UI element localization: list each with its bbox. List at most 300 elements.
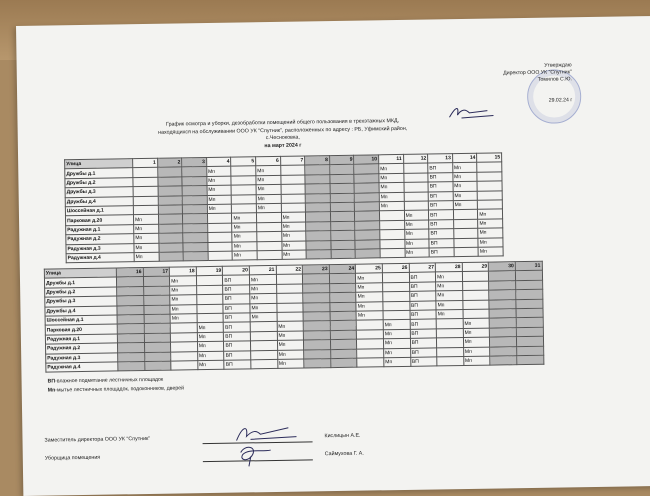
schedule-cell	[183, 251, 208, 261]
schedule-cell	[182, 167, 207, 177]
schedule-cell	[208, 251, 233, 261]
schedule-cell: ВП	[428, 163, 453, 173]
schedule-cell	[257, 231, 282, 241]
schedule-cell: ВП	[428, 191, 453, 201]
schedule-cell	[158, 186, 183, 196]
schedule-cell: Мп	[170, 314, 197, 324]
schedule-cell	[303, 302, 330, 312]
street-name: Радужная д.1	[66, 224, 134, 234]
day-header: 20	[223, 266, 250, 276]
schedule-cell: Мп	[453, 172, 478, 182]
schedule-cell: Мп	[356, 292, 383, 302]
day-header: 5	[231, 157, 256, 167]
schedule-cell	[277, 312, 304, 322]
schedule-table-days-16-31	[44, 261, 544, 373]
day-header: 14	[452, 153, 477, 163]
day-header: 10	[354, 155, 379, 165]
schedule-cell: Мп	[277, 340, 304, 350]
schedule-cell	[143, 305, 170, 315]
schedule-cell: Мп	[277, 350, 304, 360]
day-header: 21	[249, 265, 276, 275]
schedule-cell: ВП	[410, 357, 437, 367]
street-name: Радужная д.3	[46, 352, 118, 363]
schedule-cell: ВП	[410, 329, 437, 339]
deputy-name: Кислицын А.Е.	[324, 432, 361, 440]
schedule-cell	[355, 202, 380, 212]
schedule-cell	[144, 361, 171, 371]
schedule-cell	[305, 174, 330, 184]
street-name: Шоссейная д.1	[45, 315, 117, 326]
schedule-cell: ВП	[224, 332, 251, 342]
schedule-cell: ВП	[428, 201, 453, 211]
schedule-cell: Мп	[170, 285, 197, 295]
schedule-cell: Мп	[277, 321, 304, 331]
day-header: 27	[409, 263, 436, 273]
schedule-cell: Мп	[436, 309, 463, 319]
schedule-cell	[355, 230, 380, 240]
schedule-cell	[489, 271, 516, 281]
schedule-cell	[117, 305, 144, 315]
schedule-cell	[331, 230, 356, 240]
schedule-cell: Мп	[436, 272, 463, 282]
schedule-cell	[183, 242, 208, 252]
schedule-cell	[182, 186, 207, 196]
schedule-cell	[170, 323, 197, 333]
schedule-cell	[516, 336, 543, 346]
schedule-cell	[330, 174, 355, 184]
schedule-cell	[380, 239, 405, 249]
cleaner-signature	[231, 442, 281, 469]
day-header: 28	[435, 263, 462, 273]
schedule-cell	[143, 277, 170, 287]
schedule-cell	[251, 359, 278, 369]
schedule-cell	[117, 286, 144, 296]
schedule-cell	[436, 319, 463, 329]
schedule-cell	[477, 172, 502, 182]
schedule-cell	[208, 232, 233, 242]
schedule-cell: Мп	[249, 275, 276, 285]
schedule-cell	[231, 176, 256, 186]
schedule-cell	[477, 162, 502, 172]
schedule-cell	[354, 174, 379, 184]
schedule-cell	[171, 332, 198, 342]
schedule-cell: ВП	[409, 272, 436, 282]
day-header: 18	[169, 267, 196, 277]
schedule-cell	[231, 166, 256, 176]
schedule-cell	[404, 182, 429, 192]
schedule-cell	[380, 248, 405, 258]
schedule-cell	[403, 173, 428, 183]
schedule-cell: Мп	[134, 252, 159, 262]
street-name: Радужная д.4	[46, 362, 118, 373]
schedule-cell	[117, 296, 144, 306]
schedule-cell	[331, 358, 358, 368]
schedule-cell: ВП	[223, 275, 250, 285]
schedule-cell	[404, 192, 429, 202]
day-header: 16	[116, 268, 143, 278]
schedule-cell: Мп	[404, 229, 429, 239]
schedule-cell	[197, 313, 224, 323]
street-name: Шоссейная д.1	[65, 206, 133, 216]
schedule-cell	[489, 280, 516, 290]
schedule-cell	[329, 283, 356, 293]
schedule-cell: ВП	[223, 303, 250, 313]
schedule-cell: Мп	[356, 311, 383, 321]
schedule-cell	[133, 168, 158, 178]
schedule-cell	[158, 233, 183, 243]
schedule-cell: Мп	[453, 181, 478, 191]
legend-vp-text: -влажное подметание лестничных площадок	[55, 376, 164, 385]
title-month: на март 2024 г	[264, 142, 302, 149]
legend	[48, 375, 185, 395]
schedule-cell: Мп	[463, 328, 490, 338]
schedule-cell: ВП	[224, 350, 251, 360]
schedule-cell	[382, 273, 409, 283]
director-signature	[447, 102, 497, 123]
schedule-cell	[251, 350, 278, 360]
schedule-cell: Мп	[281, 231, 306, 241]
schedule-cell	[117, 343, 144, 353]
schedule-cell: ВП	[429, 238, 454, 248]
schedule-cell	[490, 327, 517, 337]
schedule-cell: Мп	[277, 331, 304, 341]
schedule-cell	[183, 233, 208, 243]
day-header: 17	[143, 267, 170, 277]
deputy-signature-label: Заместитель директора ООО УК "Спутник"	[44, 435, 151, 444]
approval-heading: Утверждаю	[544, 62, 572, 69]
schedule-cell: Мп	[384, 348, 411, 358]
schedule-cell	[306, 249, 331, 259]
schedule-cell	[116, 277, 143, 287]
schedule-cell	[462, 271, 489, 281]
schedule-cell	[183, 223, 208, 233]
day-header: 23	[302, 265, 329, 275]
schedule-cell	[383, 282, 410, 292]
schedule-cell	[280, 175, 305, 185]
schedule-cell	[355, 239, 380, 249]
schedule-cell	[157, 177, 182, 187]
schedule-cell: ВП	[428, 182, 453, 192]
schedule-cell	[330, 302, 357, 312]
street-name: Дружбы д.2	[45, 287, 117, 298]
schedule-cell: Мп	[379, 173, 404, 183]
schedule-cell: ВП	[429, 229, 454, 239]
schedule-cell: Мп	[356, 273, 383, 283]
schedule-cell	[516, 308, 543, 318]
schedule-cell: Мп	[197, 332, 224, 342]
schedule-cell	[357, 339, 384, 349]
schedule-cell	[515, 280, 542, 290]
schedule-cell: Мп	[453, 191, 478, 201]
schedule-cell	[182, 176, 207, 186]
schedule-cell: Мп	[133, 215, 158, 225]
schedule-cell	[383, 292, 410, 302]
schedule-cell: Мп	[478, 247, 503, 257]
day-header: 8	[305, 156, 330, 166]
schedule-cell	[144, 333, 171, 343]
day-header: 19	[196, 266, 223, 276]
schedule-cell	[133, 196, 158, 206]
schedule-cell: Мп	[207, 167, 232, 177]
street-name: Дружбы д.1	[65, 168, 133, 178]
schedule-cell	[306, 240, 331, 250]
cleaner-name: Саймухова Г. А.	[324, 450, 364, 458]
schedule-cell: ВП	[428, 172, 453, 182]
schedule-cell: Мп	[170, 304, 197, 314]
schedule-cell: Мп	[436, 300, 463, 310]
schedule-cell	[144, 314, 171, 324]
schedule-cell	[330, 202, 355, 212]
schedule-cell	[281, 203, 306, 213]
schedule-cell	[330, 339, 357, 349]
day-header: 11	[379, 154, 404, 164]
schedule-cell	[158, 214, 183, 224]
schedule-cell	[305, 193, 330, 203]
schedule-cell	[157, 167, 182, 177]
schedule-cell	[330, 221, 355, 231]
day-header: 9	[329, 155, 354, 165]
legend-mp-text: -мытье лестничных площадок, подоконников, дверей	[55, 385, 185, 394]
schedule-cell: Мп	[436, 291, 463, 301]
schedule-cell	[306, 221, 331, 231]
schedule-cell	[256, 213, 281, 223]
day-header: 22	[276, 265, 303, 275]
schedule-cell: ВП	[410, 310, 437, 320]
schedule-cell	[133, 205, 158, 215]
schedule-cell	[281, 184, 306, 194]
schedule-cell	[303, 283, 330, 293]
schedule-cell	[403, 163, 428, 173]
schedule-cell: Мп	[478, 209, 503, 219]
schedule-cell: Мп	[478, 228, 503, 238]
schedule-cell: Мп	[463, 347, 490, 357]
schedule-cell	[357, 320, 384, 330]
schedule-cell: ВП	[223, 285, 250, 295]
schedule-cell	[143, 286, 170, 296]
schedule-cell: Мп	[463, 318, 490, 328]
schedule-cell	[232, 204, 257, 214]
schedule-cell	[276, 303, 303, 313]
schedule-cell	[330, 349, 357, 359]
schedule-cell: Мп	[207, 185, 232, 195]
cleaner-signature-label: Уборщица помещения	[44, 454, 101, 462]
schedule-cell	[490, 356, 517, 366]
schedule-cell: ВП	[224, 341, 251, 351]
schedule-cell	[159, 242, 184, 252]
schedule-cell	[453, 219, 478, 229]
schedule-cell	[330, 193, 355, 203]
schedule-cell: Мп	[256, 194, 281, 204]
approval-director-name: Томилов С.Ю.	[537, 76, 572, 83]
schedule-cell	[515, 271, 542, 281]
document-title	[128, 117, 438, 152]
schedule-cell	[463, 300, 490, 310]
schedule-cell	[355, 211, 380, 221]
schedule-cell: Мп	[170, 276, 197, 286]
schedule-cell	[158, 224, 183, 234]
day-header: 25	[356, 264, 383, 274]
schedule-cell	[463, 309, 490, 319]
schedule-cell	[354, 183, 379, 193]
schedule-cell: Мп	[277, 359, 304, 369]
schedule-cell: Мп	[207, 176, 232, 186]
schedule-cell: Мп	[198, 360, 225, 370]
street-name: Дружбы д.3	[45, 296, 117, 307]
schedule-cell	[232, 194, 257, 204]
schedule-cell	[231, 185, 256, 195]
day-header: 12	[403, 154, 428, 164]
schedule-cell	[303, 321, 330, 331]
schedule-cell: Мп	[383, 320, 410, 330]
schedule-cell	[330, 330, 357, 340]
street-name: Радужная д.1	[45, 334, 117, 345]
schedule-cell	[517, 355, 544, 365]
schedule-cell	[462, 281, 489, 291]
schedule-cell	[118, 352, 145, 362]
schedule-cell	[454, 238, 479, 248]
schedule-cell	[306, 231, 331, 241]
street-name: Дружбы д.2	[65, 177, 133, 187]
street-name: Дружбы д.3	[65, 187, 133, 197]
schedule-cell	[144, 342, 171, 352]
schedule-cell: Мп	[232, 241, 257, 251]
day-header: 30	[489, 262, 516, 272]
schedule-cell	[276, 284, 303, 294]
schedule-cell	[331, 240, 356, 250]
schedule-cell	[437, 347, 464, 357]
schedule-cell	[436, 328, 463, 338]
schedule-cell: Мп	[405, 248, 430, 258]
schedule-cell	[477, 181, 502, 191]
schedule-cell	[117, 314, 144, 324]
schedule-cell	[303, 293, 330, 303]
schedule-cell: ВП	[224, 360, 251, 370]
day-header: 2	[157, 158, 182, 168]
schedule-cell: Мп	[256, 166, 281, 176]
schedule-cell	[478, 200, 503, 210]
street-name: Дружбы д.4	[65, 196, 133, 206]
schedule-cell	[182, 195, 207, 205]
schedule-cell	[355, 249, 380, 259]
schedule-cell	[196, 276, 223, 286]
schedule-cell	[516, 299, 543, 309]
schedule-cell: Мп	[207, 204, 232, 214]
schedule-cell	[354, 164, 379, 174]
street-name: Радужная д.2	[66, 234, 134, 244]
schedule-cell	[257, 222, 282, 232]
schedule-cell: Мп	[436, 281, 463, 291]
schedule-table-days-1-15	[64, 152, 504, 263]
schedule-cell	[516, 318, 543, 328]
schedule-cell: Мп	[256, 185, 281, 195]
day-header: 6	[256, 156, 281, 166]
schedule-cell: ВП	[409, 282, 436, 292]
schedule-cell	[196, 285, 223, 295]
schedule-cell	[329, 274, 356, 284]
header-street-label: Улица	[44, 268, 116, 279]
street-name: Дружбы д.4	[45, 306, 117, 317]
schedule-cell	[489, 309, 516, 319]
schedule-cell	[208, 242, 233, 252]
header-street-label: Улица	[65, 159, 133, 169]
day-header: 13	[428, 154, 453, 164]
schedule-cell: Мп	[478, 237, 503, 247]
approval-date: 29.02.24 г	[548, 97, 573, 104]
schedule-cell: Мп	[197, 341, 224, 351]
schedule-cell	[331, 249, 356, 259]
street-name: Дружбы д.1	[44, 277, 116, 288]
schedule-cell: ВП	[410, 319, 437, 329]
schedule-cell: Мп	[250, 312, 277, 322]
schedule-cell	[250, 322, 277, 332]
street-name: Радужная д.4	[66, 253, 134, 263]
approval-block	[437, 62, 573, 106]
schedule-cell	[250, 341, 277, 351]
schedule-cell	[516, 327, 543, 337]
schedule-cell: Мп	[232, 251, 257, 261]
schedule-cell	[276, 293, 303, 303]
schedule-cell	[490, 346, 517, 356]
schedule-cell: Мп	[404, 239, 429, 249]
schedule-cell	[171, 342, 198, 352]
schedule-cell: Мп	[463, 337, 490, 347]
schedule-cell	[357, 358, 384, 368]
schedule-cell	[489, 299, 516, 309]
schedule-cell	[383, 301, 410, 311]
schedule-cell	[489, 290, 516, 300]
schedule-cell	[257, 250, 282, 260]
schedule-cell: Мп	[383, 338, 410, 348]
schedule-cell: Мп	[463, 356, 490, 366]
schedule-cell	[197, 294, 224, 304]
schedule-cell: Мп	[379, 183, 404, 193]
schedule-cell	[159, 252, 184, 262]
schedule-cell	[357, 348, 384, 358]
street-name: Парковая д.20	[65, 215, 133, 225]
schedule-cell	[453, 228, 478, 238]
schedule-cell	[304, 349, 331, 359]
schedule-cell	[489, 318, 516, 328]
schedule-cell: Мп	[256, 203, 281, 213]
schedule-cell	[516, 346, 543, 356]
schedule-cell: Мп	[452, 163, 477, 173]
legend-mp	[48, 384, 184, 395]
schedule-cell: Мп	[281, 212, 306, 222]
schedule-cell	[171, 351, 198, 361]
schedule-cell	[183, 204, 208, 214]
schedule-cell	[453, 210, 478, 220]
schedule-cell	[117, 324, 144, 334]
schedule-cell: Мп	[250, 284, 277, 294]
schedule-cell: Мп	[250, 294, 277, 304]
schedule-cell	[355, 221, 380, 231]
day-header: 7	[280, 156, 305, 166]
schedule-cell	[380, 230, 405, 240]
schedule-cell	[257, 241, 282, 251]
schedule-cell	[437, 356, 464, 366]
schedule-cell	[183, 214, 208, 224]
schedule-cell	[207, 213, 232, 223]
title-line-3: с.Чесноковка,	[265, 134, 300, 142]
day-header: 1	[133, 158, 158, 168]
schedule-cell	[158, 205, 183, 215]
schedule-cell: Мп	[404, 220, 429, 230]
street-name: Радужная д.3	[66, 243, 134, 253]
schedule-cell: Мп	[170, 295, 197, 305]
day-header: 4	[206, 157, 231, 167]
schedule-cell	[303, 312, 330, 322]
schedule-cell	[197, 304, 224, 314]
